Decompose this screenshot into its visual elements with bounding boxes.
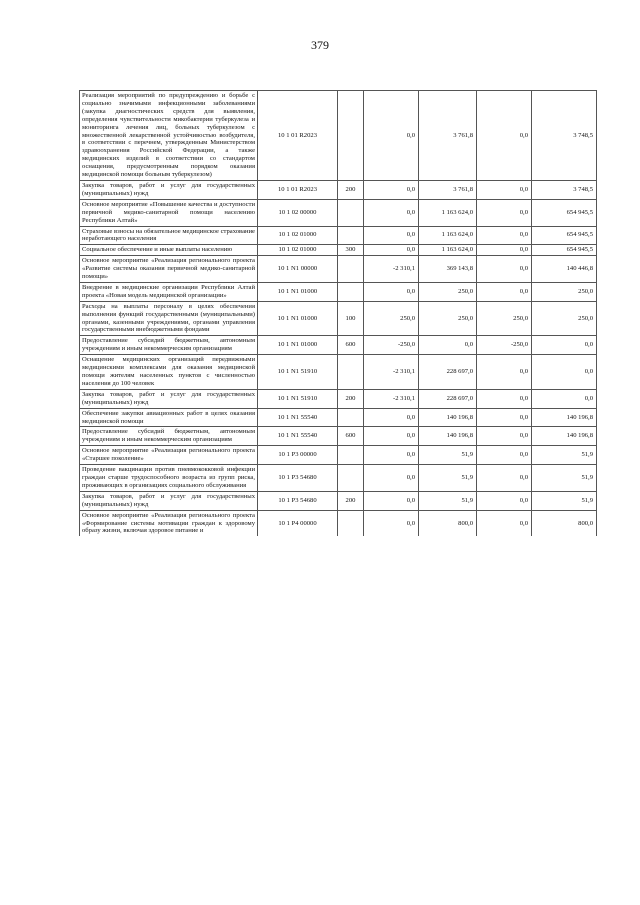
- row-value-1: 0,0: [364, 446, 419, 465]
- row-value-2: 228 697,0: [419, 389, 477, 408]
- row-value-3: 0,0: [477, 355, 532, 390]
- row-value-3: 0,0: [477, 427, 532, 446]
- row-code: 10 1 02 00000: [258, 199, 338, 226]
- row-name: Основное мероприятие «Реализация регионального проекта «Развитие системы оказания первичной медико-санитарной помощи»: [80, 256, 258, 283]
- row-value-2: 51,9: [419, 465, 477, 492]
- table-row: [80, 389, 597, 408]
- row-value-3: 0,0: [477, 465, 532, 492]
- row-expense-type: [338, 91, 364, 181]
- row-expense-type: 600: [338, 427, 364, 446]
- row-value-3: 250,0: [477, 301, 532, 336]
- table-row: [80, 408, 597, 427]
- row-expense-type: 100: [338, 301, 364, 336]
- row-value-1: -250,0: [364, 336, 419, 355]
- page-number: 379: [311, 38, 329, 52]
- row-value-1: 0,0: [364, 282, 419, 301]
- row-value-4: 140 446,8: [532, 256, 597, 283]
- row-expense-type: 600: [338, 336, 364, 355]
- row-value-3: 0,0: [477, 245, 532, 256]
- row-value-2: 800,0: [419, 510, 477, 536]
- row-value-3: 0,0: [477, 510, 532, 536]
- row-name: Реализация мероприятий по предупреждению и борьбе с социально значимыми инфекционными заболеваниями (закупка диагностических средств для выявления, определения чувствительности микобактерии туберкулеза и мониторинга лечения лиц, больных туберкулезом с множественной лекарственной устойчивостью возбудителя, в соответствии с перечнем, утвержденным Министерством здравоохранения Российской Федерации, а также медицинских изделий в соответствии со стандартом оснащения, предусмотренным порядком оказания медицинской помощи больным туберкулезом): [80, 91, 258, 181]
- row-value-3: 0,0: [477, 199, 532, 226]
- row-code: 10 1 02 01000: [258, 245, 338, 256]
- row-code: 10 1 01 R2023: [258, 180, 338, 199]
- row-value-2: 369 143,8: [419, 256, 477, 283]
- row-value-4: 654 945,5: [532, 199, 597, 226]
- row-value-1: 0,0: [364, 510, 419, 536]
- row-code: 10 1 02 01000: [258, 226, 338, 245]
- row-value-1: 0,0: [364, 199, 419, 226]
- row-expense-type: 300: [338, 245, 364, 256]
- table-body: [80, 91, 597, 537]
- row-value-3: 0,0: [477, 389, 532, 408]
- table-row: [80, 180, 597, 199]
- row-value-4: 654 945,5: [532, 226, 597, 245]
- row-value-3: 0,0: [477, 180, 532, 199]
- table-row: [80, 301, 597, 336]
- row-code: 10 1 P4 00000: [258, 510, 338, 536]
- row-value-4: 140 196,8: [532, 408, 597, 427]
- row-value-4: 800,0: [532, 510, 597, 536]
- row-value-2: 228 697,0: [419, 355, 477, 390]
- row-value-2: 3 761,8: [419, 91, 477, 181]
- row-name: Закупка товаров, работ и услуг для государственных (муниципальных) нужд: [80, 389, 258, 408]
- table-row: [80, 427, 597, 446]
- row-value-1: -2 310,1: [364, 389, 419, 408]
- table-row: [80, 355, 597, 390]
- row-value-2: 140 196,8: [419, 408, 477, 427]
- row-name: Основное мероприятие «Реализация регионального проекта «Старшее поколение»: [80, 446, 258, 465]
- row-name: Обеспечение закупки авиационных работ в целях оказания медицинской помощи: [80, 408, 258, 427]
- row-expense-type: [338, 408, 364, 427]
- row-value-3: 0,0: [477, 446, 532, 465]
- row-code: 10 1 N1 55540: [258, 427, 338, 446]
- row-name: Предоставление субсидий бюджетным, автономным учреждениям и иным некоммерческим организациям: [80, 427, 258, 446]
- row-value-1: 250,0: [364, 301, 419, 336]
- row-value-2: 250,0: [419, 301, 477, 336]
- row-code: 10 1 P3 54680: [258, 465, 338, 492]
- row-value-4: 250,0: [532, 282, 597, 301]
- row-value-4: 140 196,8: [532, 427, 597, 446]
- row-value-1: -2 310,1: [364, 256, 419, 283]
- row-value-3: 0,0: [477, 91, 532, 181]
- row-value-3: -250,0: [477, 336, 532, 355]
- row-value-1: 0,0: [364, 427, 419, 446]
- row-value-4: 654 945,5: [532, 245, 597, 256]
- row-code: 10 1 N1 55540: [258, 408, 338, 427]
- row-name: Предоставление субсидий бюджетным, автономным учреждениям и иным некоммерческим организациям: [80, 336, 258, 355]
- row-value-4: 3 748,5: [532, 91, 597, 181]
- table-row: [80, 510, 597, 536]
- row-code: 10 1 N1 51910: [258, 389, 338, 408]
- row-name: Страховые взносы на обязательное медицинское страхование неработающего населения: [80, 226, 258, 245]
- row-code: 10 1 N1 01000: [258, 336, 338, 355]
- row-expense-type: 200: [338, 180, 364, 199]
- table-row: [80, 336, 597, 355]
- row-expense-type: 200: [338, 491, 364, 510]
- row-expense-type: [338, 355, 364, 390]
- row-value-3: 0,0: [477, 408, 532, 427]
- row-value-2: 51,9: [419, 491, 477, 510]
- row-value-2: 250,0: [419, 282, 477, 301]
- row-code: 10 1 N1 01000: [258, 282, 338, 301]
- row-expense-type: [338, 256, 364, 283]
- row-value-1: 0,0: [364, 91, 419, 181]
- row-code: 10 1 N1 51910: [258, 355, 338, 390]
- table-row: [80, 491, 597, 510]
- row-name: Оснащение медицинских организаций передвижными медицинскими комплексами для оказания медицинской помощи жителям населенных пунктов с численностью населения до 100 человек: [80, 355, 258, 390]
- row-value-2: 140 196,8: [419, 427, 477, 446]
- row-value-2: 1 163 624,0: [419, 226, 477, 245]
- row-code: 10 1 N1 01000: [258, 301, 338, 336]
- row-code: 10 1 P3 54680: [258, 491, 338, 510]
- row-value-1: -2 310,1: [364, 355, 419, 390]
- row-value-4: 51,9: [532, 446, 597, 465]
- table-row: [80, 282, 597, 301]
- row-name: Закупка товаров, работ и услуг для государственных (муниципальных) нужд: [80, 180, 258, 199]
- table-row: [80, 446, 597, 465]
- row-value-4: 0,0: [532, 389, 597, 408]
- row-code: 10 1 P3 00000: [258, 446, 338, 465]
- row-value-3: 0,0: [477, 256, 532, 283]
- row-value-4: 250,0: [532, 301, 597, 336]
- row-value-2: 3 761,8: [419, 180, 477, 199]
- row-value-1: 0,0: [364, 180, 419, 199]
- row-code: 10 1 N1 00000: [258, 256, 338, 283]
- row-expense-type: 200: [338, 389, 364, 408]
- row-expense-type: [338, 282, 364, 301]
- row-value-1: 0,0: [364, 408, 419, 427]
- row-value-4: 51,9: [532, 491, 597, 510]
- row-value-4: 0,0: [532, 355, 597, 390]
- row-value-2: 1 163 624,0: [419, 245, 477, 256]
- row-value-1: 0,0: [364, 465, 419, 492]
- row-name: Закупка товаров, работ и услуг для государственных (муниципальных) нужд: [80, 491, 258, 510]
- row-name: Основное мероприятие «Реализация регионального проекта «Формирование системы мотивации граждан к здоровому образу жизни, включая здоровое питание и: [80, 510, 258, 536]
- row-name: Социальное обеспечение и иные выплаты населению: [80, 245, 258, 256]
- row-name: Основное мероприятие «Повышение качества и доступности первичной медико-санитарной помощи населению Республики Алтай»: [80, 199, 258, 226]
- row-value-1: 0,0: [364, 491, 419, 510]
- row-value-1: 0,0: [364, 245, 419, 256]
- row-expense-type: [338, 226, 364, 245]
- table-row: [80, 199, 597, 226]
- row-name: Проведение вакцинации против пневмококковой инфекции граждан старше трудоспособного возраста из групп риска, проживающих в организациях социального обслуживания: [80, 465, 258, 492]
- row-value-4: 3 748,5: [532, 180, 597, 199]
- table-row: [80, 226, 597, 245]
- table-row: [80, 256, 597, 283]
- row-value-2: 51,9: [419, 446, 477, 465]
- row-name: Внедрение в медицинские организации Республики Алтай проекта «Новая модель медицинской организации»: [80, 282, 258, 301]
- row-expense-type: [338, 510, 364, 536]
- row-value-3: 0,0: [477, 282, 532, 301]
- row-code: 10 1 01 R2023: [258, 91, 338, 181]
- row-expense-type: [338, 199, 364, 226]
- table-row: [80, 245, 597, 256]
- row-value-2: 0,0: [419, 336, 477, 355]
- table-row: [80, 91, 597, 181]
- row-value-1: 0,0: [364, 226, 419, 245]
- row-name: Расходы на выплаты персоналу в целях обеспечения выполнения функций государственными (муниципальными) органами, казенными учреждениями, органами управления государственными внебюджетными фондами: [80, 301, 258, 336]
- row-value-3: 0,0: [477, 491, 532, 510]
- row-value-2: 1 163 624,0: [419, 199, 477, 226]
- row-value-4: 0,0: [532, 336, 597, 355]
- row-expense-type: [338, 446, 364, 465]
- budget-table: [79, 90, 597, 536]
- row-value-3: 0,0: [477, 226, 532, 245]
- row-value-4: 51,9: [532, 465, 597, 492]
- row-expense-type: [338, 465, 364, 492]
- table-row: [80, 465, 597, 492]
